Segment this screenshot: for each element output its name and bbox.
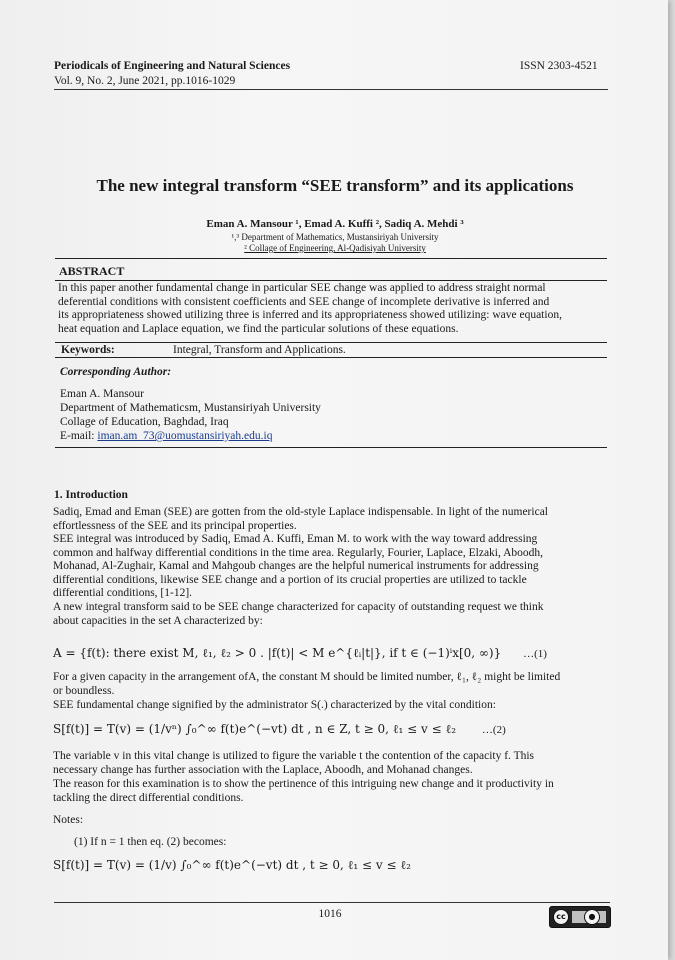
abstract-line: In this paper another fundamental change in particular SEE change was applied to address straight normal (58, 282, 546, 294)
journal-issn: ISSN 2303-4521 (520, 60, 598, 72)
equation-3-body: S[f(t)] = T(v) = (1/v) ∫₀^∞ f(t)e^(−vt) dt , t ≥ 0, ℓ₁ ≤ v ≤ ℓ₂ (53, 858, 411, 872)
text-line: Mohanad, Al-Zughair, Kamal and Mahgoub changes are the helpful numerical instruments for addressing (53, 560, 539, 572)
journal-volume: Vol. 9, No. 2, June 2021, pp.1016-1029 (54, 75, 236, 87)
text-line: Sadiq, Emad and Eman (SEE) are gotten from the old-style Laplace indispensable. In light of the numerical (53, 506, 548, 518)
keywords-top-rule (55, 342, 607, 343)
text-line: For a given capacity in the arrangement ofA, the constant M should be limited number, ℓ₁, ℓ₂ might be limited (53, 671, 561, 683)
text-line: effortlessness of the SEE and its principal properties. (53, 519, 297, 532)
equation-1-body: A = {f(t): there exist M, ℓ₁, ℓ₂ > 0 . |f(t)| < M e^{ℓᵢ|t|}, if t ∈ (−1)ⁱx[0, ∞)} (53, 646, 502, 660)
abstract-top-rule (55, 258, 607, 259)
paper-title: The new integral transform “SEE transform” and its applications (96, 176, 574, 195)
abstract-heading: ABSTRACT (59, 264, 125, 278)
text-line: common and halfway differential conditions in the time area. Regularly, Fourier, Laplace, Elzaki, Aboodh, (53, 546, 544, 559)
cc-by-icon (549, 906, 611, 928)
intro-paragraph-2 (53, 533, 609, 601)
note-1: (1) If n = 1 then eq. (2) becomes: (74, 836, 227, 848)
affiliation-1: ¹,³ Department of Mathematics, Mustansiriyah University (231, 232, 439, 242)
author-name: Eman A. Mansour (60, 388, 145, 400)
text-line: differential conditions, [1-12]. (53, 587, 193, 599)
text-line: The reason for this examination is to show the pertinence of this intriguing new change and it productivity in (53, 778, 554, 790)
abstract-line: its appropriateness showed utilizing three is inferred and its appropriateness showed utilizing: wave equation, (58, 309, 562, 322)
author-college: Collage of Education, Baghdad, Iraq (60, 416, 229, 428)
keywords-bottom-rule (55, 357, 607, 358)
intro-paragraph-6 (53, 750, 609, 777)
affiliation-2: ² Collage of Engineering, Al-Qadisiyah University (244, 243, 426, 253)
equation-3 (53, 858, 411, 873)
abstract-body (58, 282, 606, 336)
equation-2 (53, 722, 506, 737)
text-line: necessary change has further association with the Laplace, Aboodh, and Mohanad changes. (53, 763, 473, 776)
intro-paragraph-4 (53, 671, 609, 698)
cc-circle-icon: cc (553, 909, 569, 925)
intro-paragraph-7 (53, 778, 609, 805)
text-line: The variable v in this vital change is utilized to figure the variable t the contention of the capacity f. This (53, 750, 535, 762)
corresponding-author-label: Corresponding Author: (60, 366, 172, 378)
equation-2-number: …(2) (481, 724, 506, 736)
notes-label: Notes: (53, 814, 84, 826)
text-line: or boundless. (53, 684, 115, 697)
equation-1 (53, 646, 547, 661)
keywords-label: Keywords: (61, 344, 115, 356)
abstract-line: heat equation and Laplace equation, we find the particular solutions of these equations. (58, 322, 459, 335)
author-email-row (60, 430, 272, 442)
by-person-icon: ● (584, 909, 600, 925)
equation-1-number: …(1) (523, 648, 547, 660)
keywords-value: Integral, Transform and Applications. (173, 344, 346, 356)
journal-name: Periodicals of Engineering and Natural Sciences (54, 60, 291, 72)
intro-paragraph-1 (53, 506, 609, 533)
intro-paragraph-5: SEE fundamental change signified by the administrator S(.) characterized by the vital condition: (53, 699, 496, 711)
email-label: E-mail: (60, 430, 95, 442)
text-line: A new integral transform said to be SEE change characterized for capacity of outstanding request we think (53, 601, 544, 613)
intro-paragraph-3 (53, 601, 609, 628)
text-line: differential conditions, likewise SEE change and a portion of its crucial properties are utilized to tackle (53, 573, 527, 586)
author-department: Department of Mathematicsm, Mustansiriyah University (60, 402, 321, 414)
text-line: about capacities in the set A characterized by: (53, 614, 263, 627)
text-line: SEE integral was introduced by Sadiq, Emad A. Kuffi, Eman M. to work with the way toward addressing (53, 533, 538, 545)
abstract-heading-rule (55, 280, 607, 281)
footer-rule (54, 902, 610, 903)
header-rule (54, 89, 608, 90)
email-link[interactable]: iman.am_73@uomustansiriyah.edu.iq (97, 430, 273, 442)
paper-authors: Eman A. Mansour ¹, Emad A. Kuffi ², Sadiq A. Mehdi ³ (206, 218, 464, 230)
text-line: tackling the direct differential conditions. (53, 791, 244, 804)
page-number: 1016 (318, 908, 342, 920)
corresponding-bottom-rule (55, 447, 607, 448)
abstract-line: deferential conditions with consistent coefficients and SEE change of incomplete derivative is inferred and (58, 295, 550, 308)
section-heading-introduction: 1. Introduction (54, 489, 128, 501)
equation-2-body: S[f(t)] = T(v) = (1/vⁿ) ∫₀^∞ f(t)e^(−vt) dt , n ∈ Z, t ≥ 0, ℓ₁ ≤ v ≤ ℓ₂ (53, 722, 457, 736)
